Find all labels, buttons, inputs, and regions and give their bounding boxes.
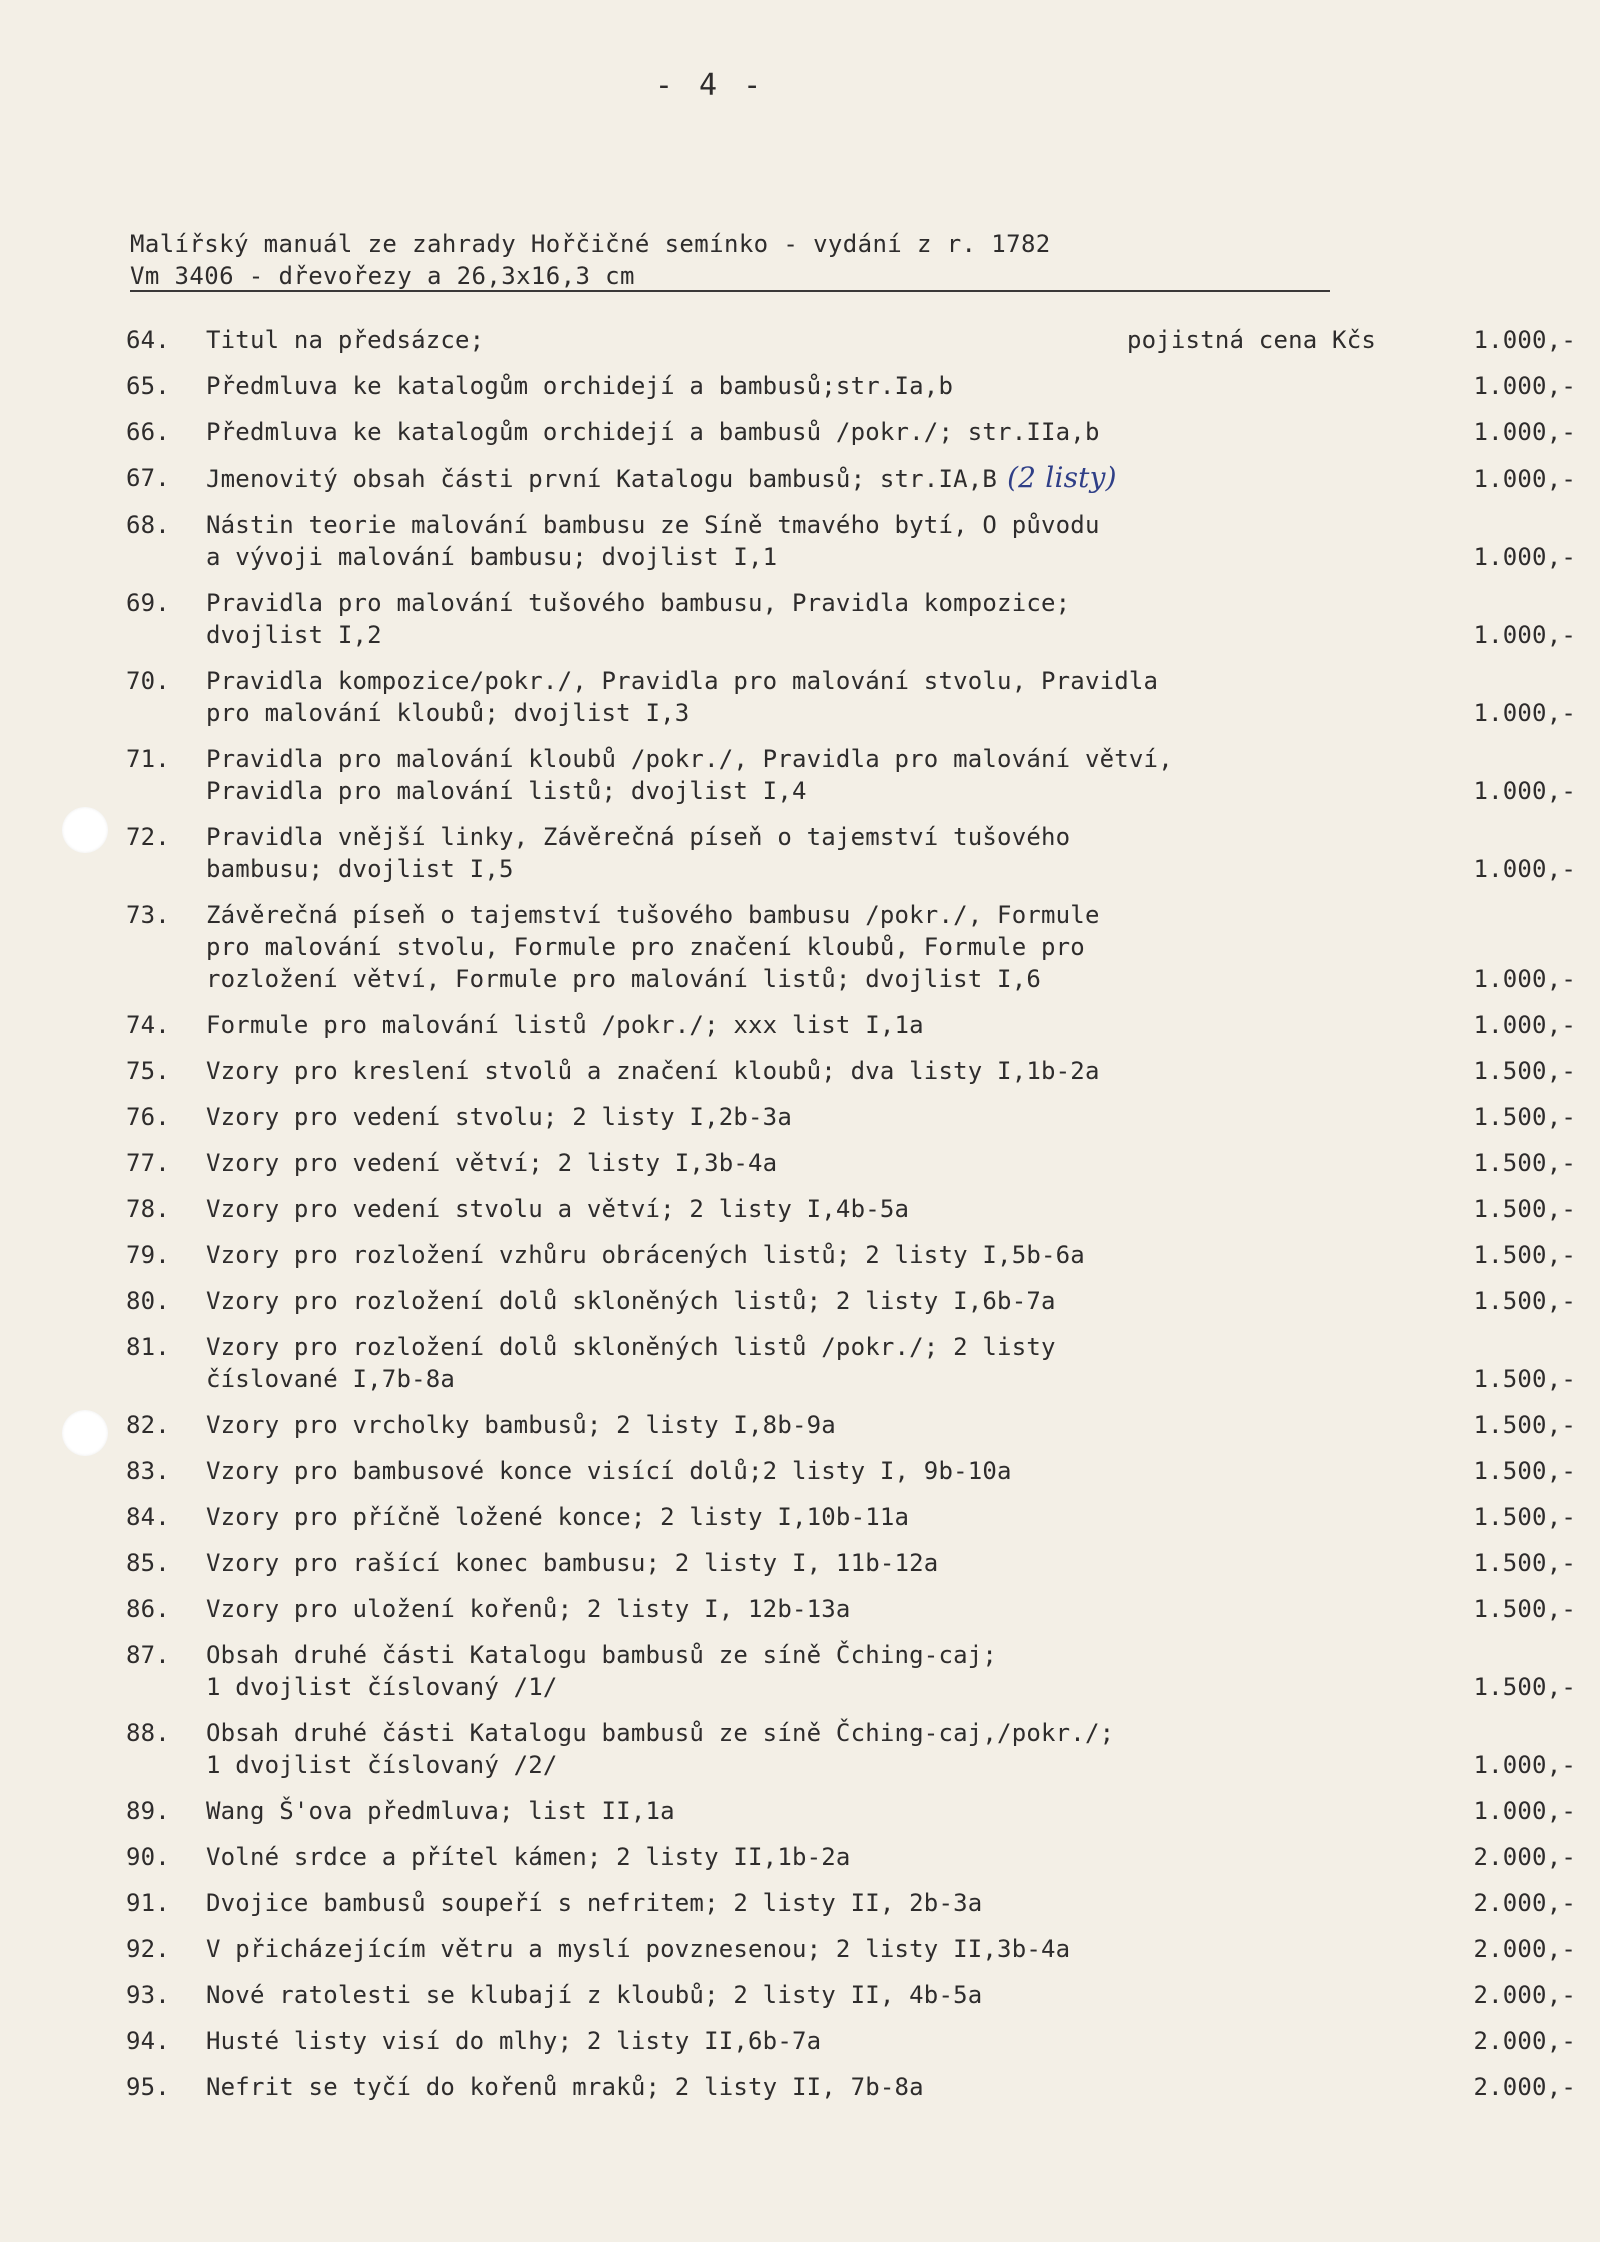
entry-text-block [206,1193,1371,1225]
entry-price: 1.500,- [1473,1149,1576,1177]
entry-price: 2.000,- [1473,1981,1576,2009]
entry-text: Vzory pro vedení větví; 2 listy I,3b-4a [206,1149,778,1177]
list-item [126,416,1576,448]
list-item [126,1101,1576,1133]
header-title: Malířský manuál ze zahrady Hořčičné semínko - vydání z r. 1782 [130,230,1051,258]
entry-text: Obsah druhé části Katalogu bambusů ze síně Čching-caj; 1 dvojlist číslovaný /1/ [206,1641,998,1701]
entry-number: 83. [126,1457,170,1485]
list-item [126,2071,1576,2103]
entry-text-block [206,587,1371,651]
entry-number: 69. [126,589,170,617]
entry-price: 2.000,- [1473,1889,1576,1917]
entry-price: 1.500,- [1473,1241,1576,1269]
entry-text-block [206,665,1371,729]
punch-hole-bottom [62,1410,108,1456]
list-item [126,324,1576,356]
list-item [126,1455,1576,1487]
entry-price: 1.500,- [1473,1503,1576,1531]
entry-price: 1.500,- [1473,1549,1576,1577]
list-item [126,1933,1576,1965]
entry-text: Formule pro malování listů /pokr./; xxx list I,1a [206,1011,924,1039]
entry-price: 1.500,- [1473,1457,1576,1485]
entry-text-block [206,1147,1371,1179]
list-item [126,1285,1576,1317]
entry-number: 67. [126,464,170,492]
entry-price: 1.000,- [1473,326,1576,354]
entry-text: Dvojice bambusů soupeří s nefritem; 2 listy II, 2b-3a [206,1889,983,1917]
entry-text-block [206,1841,1371,1873]
entry-price: 1.500,- [1473,1057,1576,1085]
entry-text-block [206,1501,1371,1533]
entry-text-block [206,1547,1371,1579]
entry-text-block [206,1979,1371,2011]
entry-number: 94. [126,2027,170,2055]
list-item [126,1147,1576,1179]
entry-price: 1.000,- [1473,965,1576,993]
entry-text: Předmluva ke katalogům orchidejí a bambusů /pokr./; str.IIa,b [206,418,1100,446]
entry-price: 2.000,- [1473,1935,1576,1963]
entry-text: Jmenovitý obsah části první Katalogu bambusů; str.IA,B [206,465,998,493]
list-item [126,1239,1576,1271]
entry-price: 1.000,- [1473,855,1576,883]
list-item [126,1841,1576,1873]
list-item [126,1547,1576,1579]
entry-text: Vzory pro příčně ložené konce; 2 listy I,10b-11a [206,1503,910,1531]
list-item [126,1639,1576,1703]
list-item [126,587,1576,651]
entry-price: 1.000,- [1473,418,1576,446]
entry-number: 91. [126,1889,170,1917]
entry-text: V přicházejícím větru a myslí povznesenou; 2 listy II,3b-4a [206,1935,1071,1963]
entry-text-block [206,1887,1371,1919]
entry-number: 84. [126,1503,170,1531]
list-item [126,1409,1576,1441]
entry-text-block [206,1593,1371,1625]
entry-number: 66. [126,418,170,446]
entry-number: 93. [126,1981,170,2009]
entry-text: Vzory pro vedení stvolu a větví; 2 listy I,4b-5a [206,1195,910,1223]
entry-text-block [206,462,1371,495]
entry-number: 74. [126,1011,170,1039]
entry-text-block [206,1639,1371,1703]
entry-price: 1.000,- [1473,777,1576,805]
entry-text-block [206,1239,1371,1271]
list-item [126,1055,1576,1087]
list-item [126,1593,1576,1625]
list-item [126,2025,1576,2057]
handwritten-annotation: (2 listy) [1007,461,1117,494]
punch-hole-top [62,807,108,853]
entry-price: 1.500,- [1473,1595,1576,1623]
entry-price: 1.500,- [1473,1365,1576,1393]
header-subtitle: Vm 3406 - dřevořezy a 26,3x16,3 cm [130,262,635,290]
entry-number: 68. [126,511,170,539]
entry-number: 90. [126,1843,170,1871]
list-item [126,665,1576,729]
header-underline [130,290,1330,292]
entry-price: 1.500,- [1473,1287,1576,1315]
entry-number: 64. [126,326,170,354]
entry-text: Nástin teorie malování bambusu ze Síně tmavého bytí, O původu a vývoji malování bambusu; dvojlist I,1 [206,511,1100,571]
entry-price: 1.500,- [1473,1673,1576,1701]
entry-price: 1.000,- [1473,465,1576,493]
entry-price: 2.000,- [1473,1843,1576,1871]
entry-number: 72. [126,823,170,851]
entry-text: Vzory pro rozložení dolů skloněných listů; 2 listy I,6b-7a [206,1287,1056,1315]
list-item [126,370,1576,402]
list-item [126,1501,1576,1533]
entry-text: Nové ratolesti se klubají z kloubů; 2 listy II, 4b-5a [206,1981,983,2009]
entry-text: Vzory pro uložení kořenů; 2 listy I, 12b-13a [206,1595,851,1623]
entry-text-block [206,2025,1371,2057]
insurance-label: pojistná cena Kčs [1126,326,1376,354]
entry-text: Pravidla kompozice/pokr./, Pravidla pro malování stvolu, Pravidla pro malování kloubů; dvojlist I,3 [206,667,1159,727]
entry-price: 1.500,- [1473,1411,1576,1439]
entry-text-block [206,1409,1371,1441]
entry-text: Wang Š'ova předmluva; list II,1a [206,1797,675,1825]
entry-text-block [206,416,1371,448]
list-item [126,743,1576,807]
entry-number: 79. [126,1241,170,1269]
entry-text: Obsah druhé části Katalogu bambusů ze síně Čching-caj,/pokr./; 1 dvojlist číslovaný /2/ [206,1719,1115,1779]
entry-text: Husté listy visí do mlhy; 2 listy II,6b-7a [206,2027,822,2055]
entry-text: Závěrečná píseň o tajemství tušového bambusu /pokr./, Formule pro malování stvolu, Formule pro značení kloubů, Formule pro rozložení větví, Formule pro malování listů; dvojlist I,6 [206,901,1100,993]
entry-number: 76. [126,1103,170,1131]
entry-price: 1.500,- [1473,1195,1576,1223]
entry-text: Vzory pro rozložení vzhůru obrácených listů; 2 listy I,5b-6a [206,1241,1085,1269]
entry-text-block [206,1101,1371,1133]
entry-text-block [206,509,1371,573]
entry-text-block [206,1455,1371,1487]
entry-price: 1.000,- [1473,699,1576,727]
entry-text-block [206,743,1371,807]
entry-text: Pravidla vnější linky, Závěrečná píseň o tajemství tušového bambusu; dvojlist I,5 [206,823,1071,883]
entry-text: Titul na předsázce; [206,326,485,354]
entry-number: 70. [126,667,170,695]
entry-text-block [206,899,1371,995]
entry-text: Pravidla pro malování kloubů /pokr./, Pravidla pro malování větví, Pravidla pro malování listů; dvojlist I,4 [206,745,1173,805]
entry-number: 81. [126,1333,170,1361]
entry-list [126,324,1576,2117]
entry-number: 65. [126,372,170,400]
entry-price: 1.500,- [1473,1103,1576,1131]
entry-number: 95. [126,2073,170,2101]
entry-text-block [206,370,1371,402]
entry-text-block [206,821,1371,885]
entry-number: 92. [126,1935,170,1963]
entry-price: 1.000,- [1473,621,1576,649]
entry-text-block [206,2071,1371,2103]
list-item [126,509,1576,573]
entry-number: 88. [126,1719,170,1747]
entry-text: Vzory pro kreslení stvolů a značení kloubů; dva listy I,1b-2a [206,1057,1100,1085]
entry-price: 2.000,- [1473,2027,1576,2055]
entry-text: Nefrit se tyčí do kořenů mraků; 2 listy II, 7b-8a [206,2073,924,2101]
entry-text-block [206,1009,1371,1041]
entry-text: Pravidla pro malování tušového bambusu, Pravidla kompozice; dvojlist I,2 [206,589,1071,649]
entry-text-block [206,1717,1371,1781]
entry-number: 80. [126,1287,170,1315]
entry-price: 1.000,- [1473,1797,1576,1825]
entry-text: Volné srdce a přítel kámen; 2 listy II,1b-2a [206,1843,851,1871]
entry-price: 1.000,- [1473,543,1576,571]
entry-text-block [206,1795,1371,1827]
entry-price: 1.000,- [1473,1751,1576,1779]
list-item [126,1331,1576,1395]
entry-text-block [206,1331,1371,1395]
entry-price: 1.000,- [1473,1011,1576,1039]
entry-text: Vzory pro rozložení dolů skloněných listů /pokr./; 2 listy číslované I,7b-8a [206,1333,1056,1393]
page-number: - 4 - [654,68,766,103]
list-item [126,1193,1576,1225]
entry-number: 85. [126,1549,170,1577]
entry-number: 87. [126,1641,170,1669]
list-item [126,1717,1576,1781]
entry-price: 1.000,- [1473,372,1576,400]
entry-text-block [206,1285,1371,1317]
entry-number: 82. [126,1411,170,1439]
entry-text: Vzory pro bambusové konce visící dolů;2 listy I, 9b-10a [206,1457,1012,1485]
entry-text: Předmluva ke katalogům orchidejí a bambusů;str.Ia,b [206,372,954,400]
entry-text: Vzory pro vedení stvolu; 2 listy I,2b-3a [206,1103,792,1131]
entry-number: 89. [126,1797,170,1825]
document-header [130,228,1330,292]
entry-price: 2.000,- [1473,2073,1576,2101]
list-item [126,1979,1576,2011]
entry-text: Vzory pro rašící konec bambusu; 2 listy I, 11b-12a [206,1549,939,1577]
entry-text-block [206,1933,1371,1965]
entry-number: 77. [126,1149,170,1177]
list-item [126,821,1576,885]
entry-number: 78. [126,1195,170,1223]
entry-number: 73. [126,901,170,929]
list-item [126,1795,1576,1827]
list-item [126,1009,1576,1041]
entry-text-block [206,324,1376,356]
entry-number: 71. [126,745,170,773]
entry-text-block [206,1055,1371,1087]
list-item [126,899,1576,995]
entry-number: 75. [126,1057,170,1085]
list-item [126,462,1576,495]
entry-number: 86. [126,1595,170,1623]
entry-text: Vzory pro vrcholky bambusů; 2 listy I,8b-9a [206,1411,836,1439]
list-item [126,1887,1576,1919]
